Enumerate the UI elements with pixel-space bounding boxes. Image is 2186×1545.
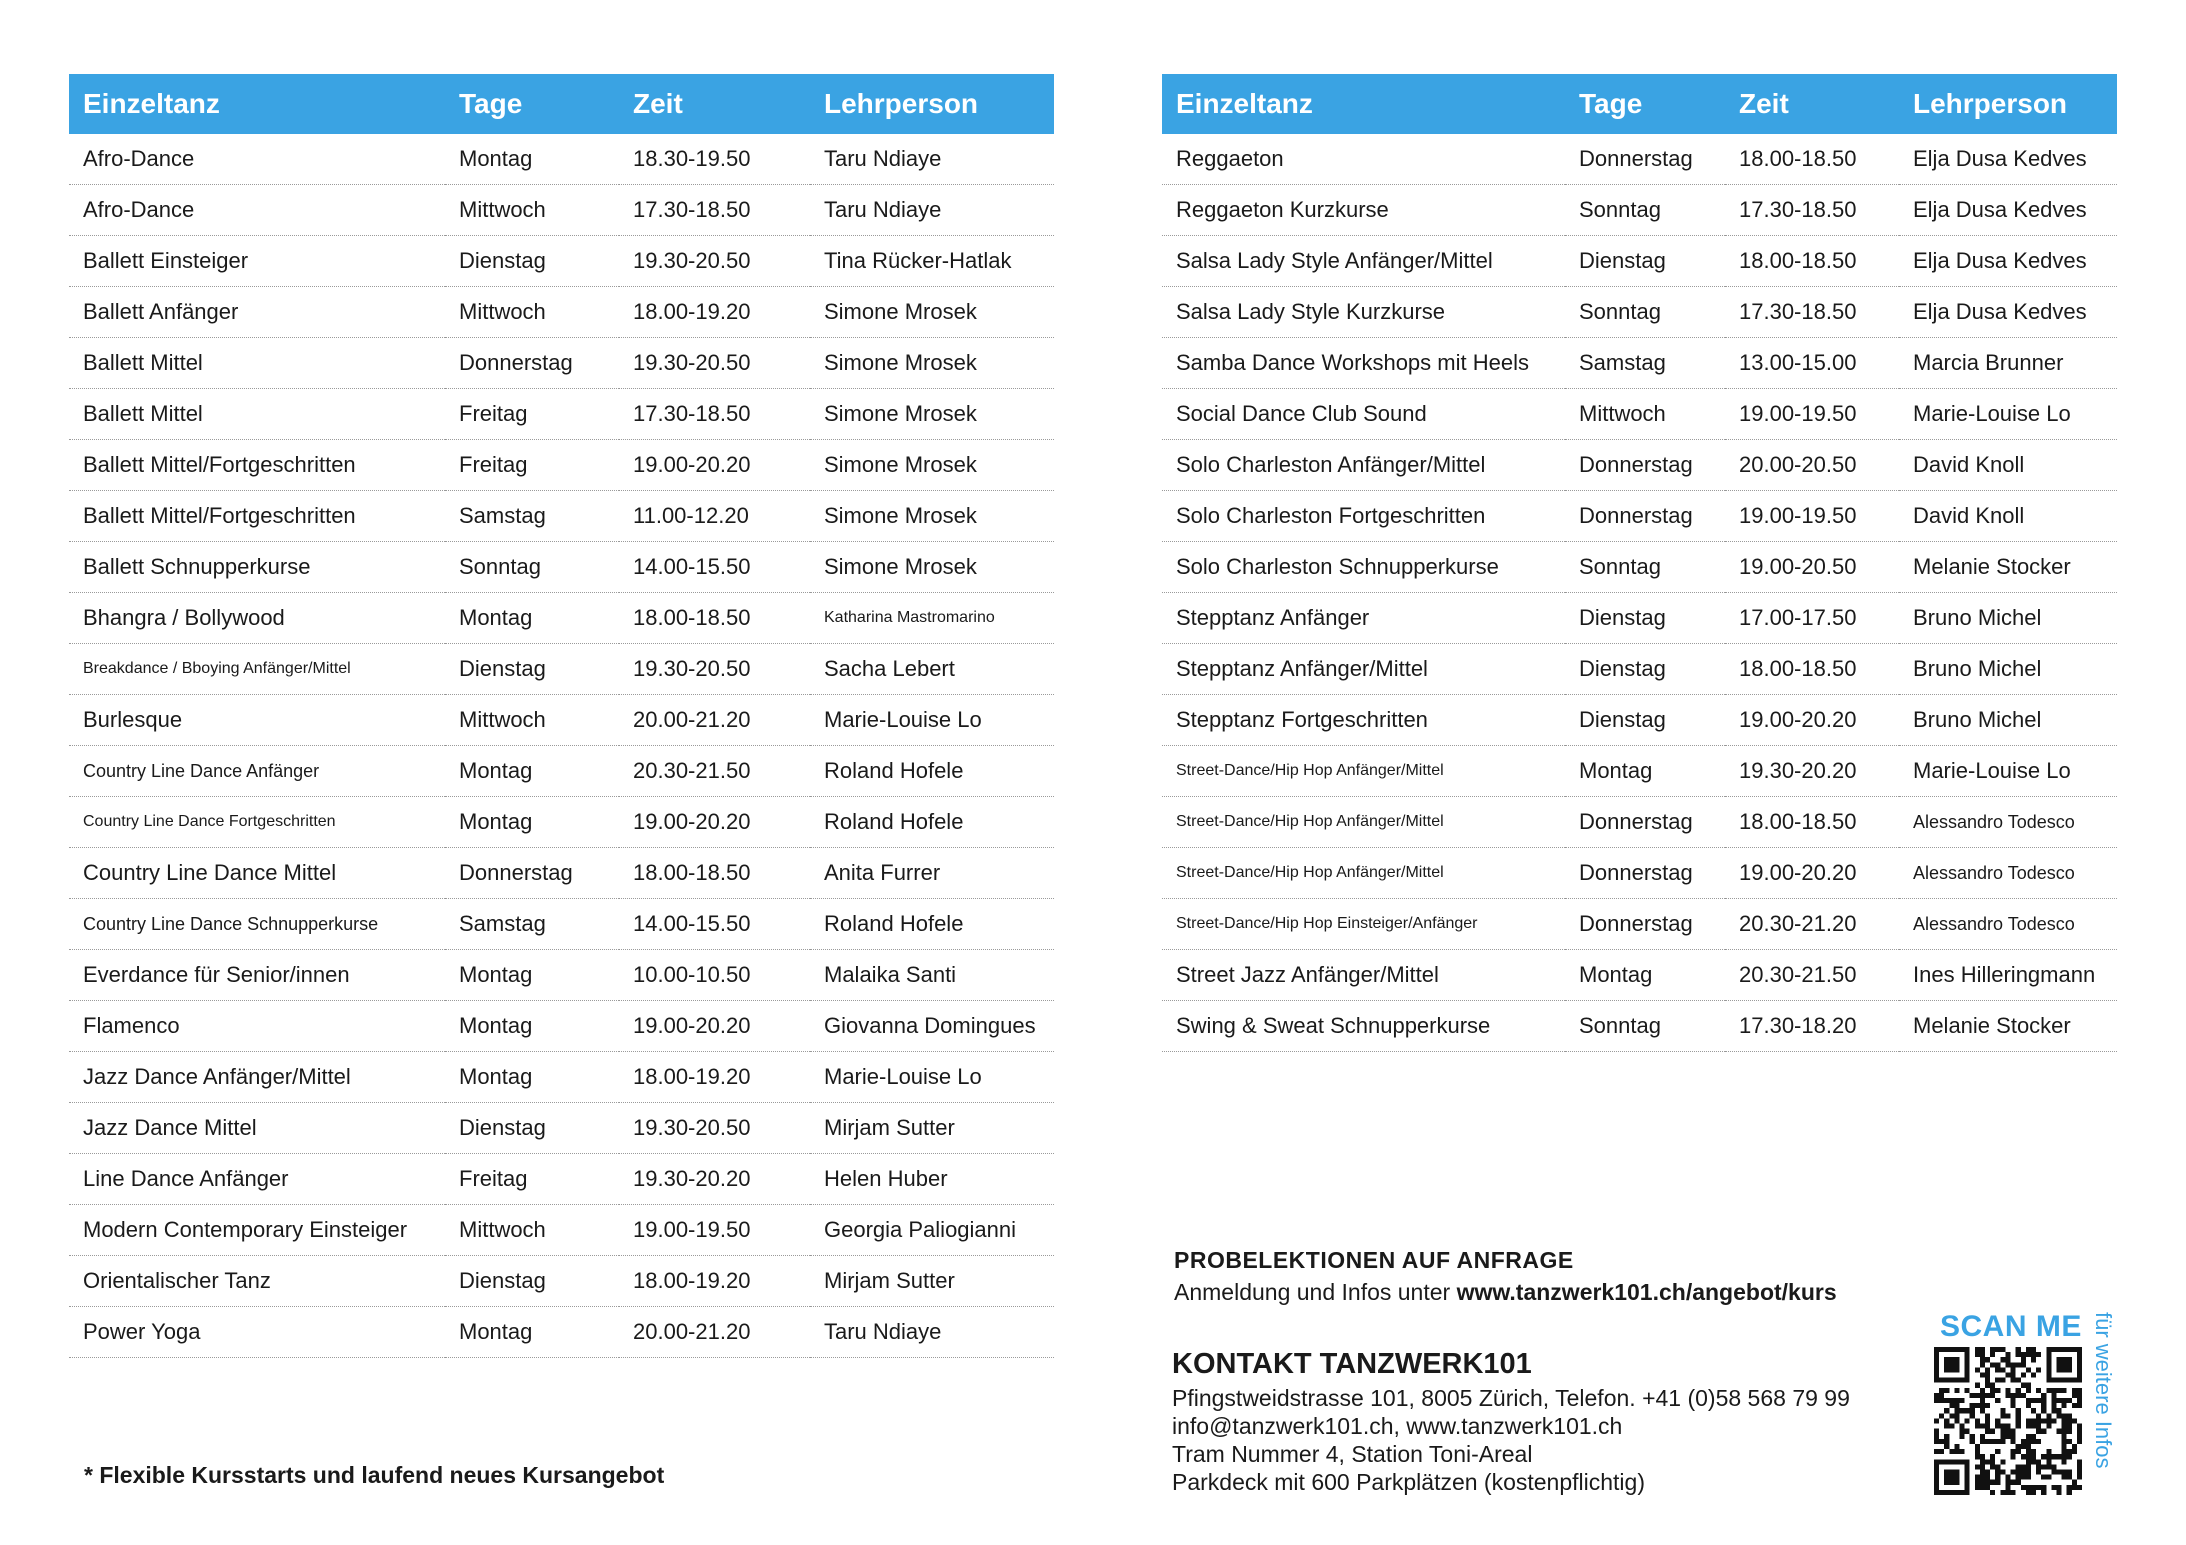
contact-email-web: info@tanzwerk101.ch, www.tanzwerk101.ch: [1172, 1413, 1623, 1439]
course-time: 17.30-18.20: [1725, 1001, 1899, 1052]
course-name: Ballett Anfänger: [69, 287, 445, 338]
table-row: [69, 593, 1054, 644]
table-row: [69, 950, 1054, 1001]
course-link[interactable]: www.tanzwerk101.ch/angebot/kurs: [1456, 1279, 1837, 1305]
course-teacher: Roland Hofele: [810, 899, 1054, 950]
course-name: Street-Dance/Hip Hop Anfänger/Mittel: [1162, 848, 1565, 899]
course-day: Samstag: [445, 491, 619, 542]
course-time: 17.30-18.50: [619, 185, 810, 236]
course-name: Ballett Mittel: [69, 338, 445, 389]
course-teacher: Ines Hilleringmann: [1899, 950, 2117, 1001]
table-row: [69, 185, 1054, 236]
course-day: Samstag: [445, 899, 619, 950]
course-time: 19.00-19.50: [619, 1205, 810, 1256]
course-name: Ballett Mittel/Fortgeschritten: [69, 440, 445, 491]
table-row: [69, 389, 1054, 440]
course-time: 19.00-20.20: [1725, 695, 1899, 746]
header-lehrperson: Lehrperson: [824, 88, 979, 119]
header-zeit: Zeit: [1739, 88, 1789, 119]
course-time: 13.00-15.00: [1725, 338, 1899, 389]
course-time: 10.00-10.50: [619, 950, 810, 1001]
course-teacher: Bruno Michel: [1899, 695, 2117, 746]
course-teacher: Alessandro Todesco: [1899, 899, 2117, 950]
table-row: [69, 1307, 1054, 1358]
course-time: 19.30-20.50: [619, 236, 810, 287]
course-name: Modern Contemporary Einsteiger: [69, 1205, 445, 1256]
course-name: Swing & Sweat Schnupperkurse: [1162, 1001, 1565, 1052]
course-teacher: David Knoll: [1899, 440, 2117, 491]
course-day: Dienstag: [1565, 236, 1725, 287]
course-name: Stepptanz Anfänger/Mittel: [1162, 644, 1565, 695]
trial-lessons-text: Anmeldung und Infos unter: [1174, 1279, 1457, 1305]
course-time: 19.00-19.50: [1725, 491, 1899, 542]
course-time: 20.30-21.50: [619, 746, 810, 797]
table-row: [1162, 848, 2117, 899]
course-time: 19.30-20.20: [1725, 746, 1899, 797]
header-lehrperson: Lehrperson: [1913, 88, 2068, 119]
course-teacher: Taru Ndiaye: [810, 134, 1054, 185]
course-teacher: Bruno Michel: [1899, 644, 2117, 695]
table-row: [69, 695, 1054, 746]
trial-lessons-line: [1174, 1276, 1837, 1308]
course-teacher: Elja Dusa Kedves: [1899, 134, 2117, 185]
course-time: 18.00-18.50: [619, 848, 810, 899]
table-row: [69, 644, 1054, 695]
course-time: 11.00-12.20: [619, 491, 810, 542]
course-name: Ballett Mittel/Fortgeschritten: [69, 491, 445, 542]
course-teacher: Simone Mrosek: [810, 389, 1054, 440]
course-name: Bhangra / Bollywood: [69, 593, 445, 644]
course-teacher: Elja Dusa Kedves: [1899, 236, 2117, 287]
table-row: [69, 542, 1054, 593]
course-name: Country Line Dance Fortgeschritten: [69, 797, 445, 848]
course-name: Ballett Schnupperkurse: [69, 542, 445, 593]
contact-parking: Parkdeck mit 600 Parkplätzen (kostenpflichtig): [1172, 1469, 1645, 1495]
table-header: [1162, 74, 2117, 134]
course-teacher: Simone Mrosek: [810, 287, 1054, 338]
contact-tram: Tram Nummer 4, Station Toni-Areal: [1172, 1441, 1533, 1467]
course-day: Dienstag: [445, 644, 619, 695]
course-name: Samba Dance Workshops mit Heels: [1162, 338, 1565, 389]
course-day: Dienstag: [445, 1103, 619, 1154]
course-time: 19.30-20.50: [619, 338, 810, 389]
course-name: Salsa Lady Style Kurzkurse: [1162, 287, 1565, 338]
header-zeit: Zeit: [633, 88, 683, 119]
course-teacher: Bruno Michel: [1899, 593, 2117, 644]
table-body: [69, 134, 1054, 1358]
course-day: Sonntag: [1565, 185, 1725, 236]
course-time: 18.00-19.20: [619, 1256, 810, 1307]
table-row: [69, 134, 1054, 185]
course-time: 18.00-18.50: [619, 593, 810, 644]
course-teacher: Alessandro Todesco: [1899, 848, 2117, 899]
course-name: Breakdance / Bboying Anfänger/Mittel: [69, 644, 445, 695]
header-einzeltanz: Einzeltanz: [83, 88, 220, 119]
course-teacher: Simone Mrosek: [810, 440, 1054, 491]
course-name: Afro-Dance: [69, 134, 445, 185]
course-day: Donnerstag: [445, 848, 619, 899]
course-time: 20.00-21.20: [619, 695, 810, 746]
course-teacher: Georgia Paliogianni: [810, 1205, 1054, 1256]
course-name: Solo Charleston Anfänger/Mittel: [1162, 440, 1565, 491]
course-day: Montag: [445, 746, 619, 797]
contact-block: [1172, 1346, 1850, 1496]
course-day: Montag: [1565, 950, 1725, 1001]
course-teacher: Marcia Brunner: [1899, 338, 2117, 389]
course-name: Street-Dance/Hip Hop Anfänger/Mittel: [1162, 797, 1565, 848]
course-day: Mittwoch: [445, 695, 619, 746]
course-name: Social Dance Club Sound: [1162, 389, 1565, 440]
contact-title: KONTAKT TANZWERK101: [1172, 1348, 1532, 1380]
course-name: Flamenco: [69, 1001, 445, 1052]
course-teacher: Anita Furrer: [810, 848, 1054, 899]
course-day: Mittwoch: [445, 185, 619, 236]
course-name: Street Jazz Anfänger/Mittel: [1162, 950, 1565, 1001]
course-day: Donnerstag: [1565, 848, 1725, 899]
course-time: 20.30-21.50: [1725, 950, 1899, 1001]
course-name: Country Line Dance Mittel: [69, 848, 445, 899]
course-day: Donnerstag: [1565, 899, 1725, 950]
table-row: [1162, 899, 2117, 950]
course-day: Mittwoch: [445, 287, 619, 338]
course-time: 17.00-17.50: [1725, 593, 1899, 644]
course-time: 19.00-20.20: [619, 797, 810, 848]
course-day: Montag: [445, 1052, 619, 1103]
course-day: Montag: [445, 797, 619, 848]
table-row: [1162, 185, 2117, 236]
course-day: Donnerstag: [1565, 134, 1725, 185]
course-day: Montag: [445, 593, 619, 644]
course-time: 17.30-18.50: [619, 389, 810, 440]
course-day: Sonntag: [1565, 1001, 1725, 1052]
course-time: 14.00-15.50: [619, 542, 810, 593]
course-day: Donnerstag: [1565, 440, 1725, 491]
qr-code-icon[interactable]: [1934, 1347, 2082, 1495]
course-name: Jazz Dance Mittel: [69, 1103, 445, 1154]
table-row: [69, 848, 1054, 899]
course-teacher: Sacha Lebert: [810, 644, 1054, 695]
course-teacher: Helen Huber: [810, 1154, 1054, 1205]
course-time: 20.00-21.20: [619, 1307, 810, 1358]
course-name: Reggaeton: [1162, 134, 1565, 185]
course-teacher: Roland Hofele: [810, 746, 1054, 797]
more-info-label: für weitere Infos: [2091, 1312, 2116, 1469]
course-time: 14.00-15.50: [619, 899, 810, 950]
table-row: [69, 746, 1054, 797]
course-day: Sonntag: [1565, 287, 1725, 338]
course-name: Solo Charleston Schnupperkurse: [1162, 542, 1565, 593]
course-teacher: Simone Mrosek: [810, 491, 1054, 542]
header-einzeltanz: Einzeltanz: [1176, 88, 1313, 119]
course-day: Sonntag: [1565, 542, 1725, 593]
table-row: [1162, 1001, 2117, 1052]
course-time: 20.00-20.50: [1725, 440, 1899, 491]
table-row: [69, 338, 1054, 389]
course-name: Country Line Dance Schnupperkurse: [69, 899, 445, 950]
course-name: Orientalischer Tanz: [69, 1256, 445, 1307]
table-row: [69, 899, 1054, 950]
course-teacher: Simone Mrosek: [810, 338, 1054, 389]
course-time: 19.30-20.50: [619, 644, 810, 695]
course-time: 18.30-19.50: [619, 134, 810, 185]
course-teacher: Melanie Stocker: [1899, 1001, 2117, 1052]
course-day: Sonntag: [445, 542, 619, 593]
course-table-left: [69, 74, 1054, 1358]
course-teacher: Alessandro Todesco: [1899, 797, 2117, 848]
scan-me-label: SCAN ME: [1940, 1310, 2082, 1343]
table-row: [1162, 644, 2117, 695]
course-day: Donnerstag: [1565, 797, 1725, 848]
course-teacher: Marie-Louise Lo: [810, 695, 1054, 746]
course-day: Dienstag: [445, 236, 619, 287]
course-name: Reggaeton Kurzkurse: [1162, 185, 1565, 236]
course-name: Line Dance Anfänger: [69, 1154, 445, 1205]
table-row: [1162, 542, 2117, 593]
course-name: Stepptanz Fortgeschritten: [1162, 695, 1565, 746]
course-day: Montag: [445, 1307, 619, 1358]
course-teacher: Mirjam Sutter: [810, 1256, 1054, 1307]
course-teacher: Marie-Louise Lo: [1899, 746, 2117, 797]
course-teacher: Elja Dusa Kedves: [1899, 287, 2117, 338]
table-row: [1162, 593, 2117, 644]
course-teacher: Roland Hofele: [810, 797, 1054, 848]
course-name: Burlesque: [69, 695, 445, 746]
table-row: [69, 797, 1054, 848]
table-row: [69, 1001, 1054, 1052]
course-day: Mittwoch: [445, 1205, 619, 1256]
table-row: [69, 1154, 1054, 1205]
table-row: [1162, 389, 2117, 440]
course-name: Afro-Dance: [69, 185, 445, 236]
course-time: 18.00-18.50: [1725, 236, 1899, 287]
course-day: Mittwoch: [1565, 389, 1725, 440]
table-row: [1162, 440, 2117, 491]
course-day: Donnerstag: [445, 338, 619, 389]
table-row: [1162, 797, 2117, 848]
course-time: 18.00-18.50: [1725, 797, 1899, 848]
course-day: Montag: [1565, 746, 1725, 797]
course-day: Donnerstag: [1565, 491, 1725, 542]
course-name: Street-Dance/Hip Hop Anfänger/Mittel: [1162, 746, 1565, 797]
table-body: [1162, 134, 2117, 1052]
course-day: Samstag: [1565, 338, 1725, 389]
table-row: [1162, 746, 2117, 797]
course-teacher: Simone Mrosek: [810, 542, 1054, 593]
course-time: 19.30-20.20: [619, 1154, 810, 1205]
course-time: 18.00-19.20: [619, 1052, 810, 1103]
course-day: Dienstag: [1565, 695, 1725, 746]
course-time: 20.30-21.20: [1725, 899, 1899, 950]
table-row: [1162, 695, 2117, 746]
course-time: 19.00-20.20: [1725, 848, 1899, 899]
course-name: Power Yoga: [69, 1307, 445, 1358]
table-header: [69, 74, 1054, 134]
table-row: [1162, 236, 2117, 287]
course-day: Dienstag: [445, 1256, 619, 1307]
course-day: Dienstag: [1565, 644, 1725, 695]
course-day: Dienstag: [1565, 593, 1725, 644]
course-name: Street-Dance/Hip Hop Einsteiger/Anfänger: [1162, 899, 1565, 950]
course-name: Ballett Mittel: [69, 389, 445, 440]
contact-address: Pfingstweidstrasse 101, 8005 Zürich, Telefon. +41 (0)58 568 79 99: [1172, 1385, 1850, 1411]
course-teacher: Katharina Mastromarino: [810, 593, 1054, 644]
course-time: 19.00-20.20: [619, 1001, 810, 1052]
table-row: [69, 1103, 1054, 1154]
course-teacher: Taru Ndiaye: [810, 1307, 1054, 1358]
course-teacher: Elja Dusa Kedves: [1899, 185, 2117, 236]
course-day: Freitag: [445, 389, 619, 440]
course-time: 17.30-18.50: [1725, 287, 1899, 338]
course-day: Montag: [445, 134, 619, 185]
course-name: Ballett Einsteiger: [69, 236, 445, 287]
table-row: [1162, 491, 2117, 542]
table-row: [69, 287, 1054, 338]
course-time: 19.00-19.50: [1725, 389, 1899, 440]
table-row: [69, 1052, 1054, 1103]
course-teacher: Melanie Stocker: [1899, 542, 2117, 593]
course-teacher: Taru Ndiaye: [810, 185, 1054, 236]
trial-lessons-block: [1174, 1244, 1837, 1308]
course-teacher: Giovanna Domingues: [810, 1001, 1054, 1052]
table-row: [1162, 134, 2117, 185]
trial-lessons-title: PROBELEKTIONEN AUF ANFRAGE: [1174, 1247, 1574, 1273]
header-tage: Tage: [459, 88, 523, 119]
header-tage: Tage: [1579, 88, 1643, 119]
course-name: Country Line Dance Anfänger: [69, 746, 445, 797]
table-row: [69, 1256, 1054, 1307]
course-time: 17.30-18.50: [1725, 185, 1899, 236]
course-time: 19.00-20.20: [619, 440, 810, 491]
course-teacher: David Knoll: [1899, 491, 2117, 542]
course-name: Solo Charleston Fortgeschritten: [1162, 491, 1565, 542]
course-name: Salsa Lady Style Anfänger/Mittel: [1162, 236, 1565, 287]
course-day: Freitag: [445, 1154, 619, 1205]
course-time: 18.00-18.50: [1725, 134, 1899, 185]
table-row: [69, 236, 1054, 287]
table-row: [69, 440, 1054, 491]
course-teacher: Marie-Louise Lo: [1899, 389, 2117, 440]
course-time: 18.00-18.50: [1725, 644, 1899, 695]
table-row: [1162, 950, 2117, 1001]
course-day: Montag: [445, 950, 619, 1001]
table-row: [69, 491, 1054, 542]
table-row: [69, 1205, 1054, 1256]
course-time: 19.00-20.50: [1725, 542, 1899, 593]
table-row: [1162, 287, 2117, 338]
course-table-right: [1162, 74, 2117, 1052]
course-time: 18.00-19.20: [619, 287, 810, 338]
course-name: Jazz Dance Anfänger/Mittel: [69, 1052, 445, 1103]
course-teacher: Marie-Louise Lo: [810, 1052, 1054, 1103]
course-name: Everdance für Senior/innen: [69, 950, 445, 1001]
footnote: * Flexible Kursstarts und laufend neues Kursangebot: [84, 1462, 665, 1488]
course-teacher: Malaika Santi: [810, 950, 1054, 1001]
course-teacher: Mirjam Sutter: [810, 1103, 1054, 1154]
course-teacher: Tina Rücker-Hatlak: [810, 236, 1054, 287]
table-row: [1162, 338, 2117, 389]
course-name: Stepptanz Anfänger: [1162, 593, 1565, 644]
course-time: 19.30-20.50: [619, 1103, 810, 1154]
course-day: Montag: [445, 1001, 619, 1052]
course-day: Freitag: [445, 440, 619, 491]
